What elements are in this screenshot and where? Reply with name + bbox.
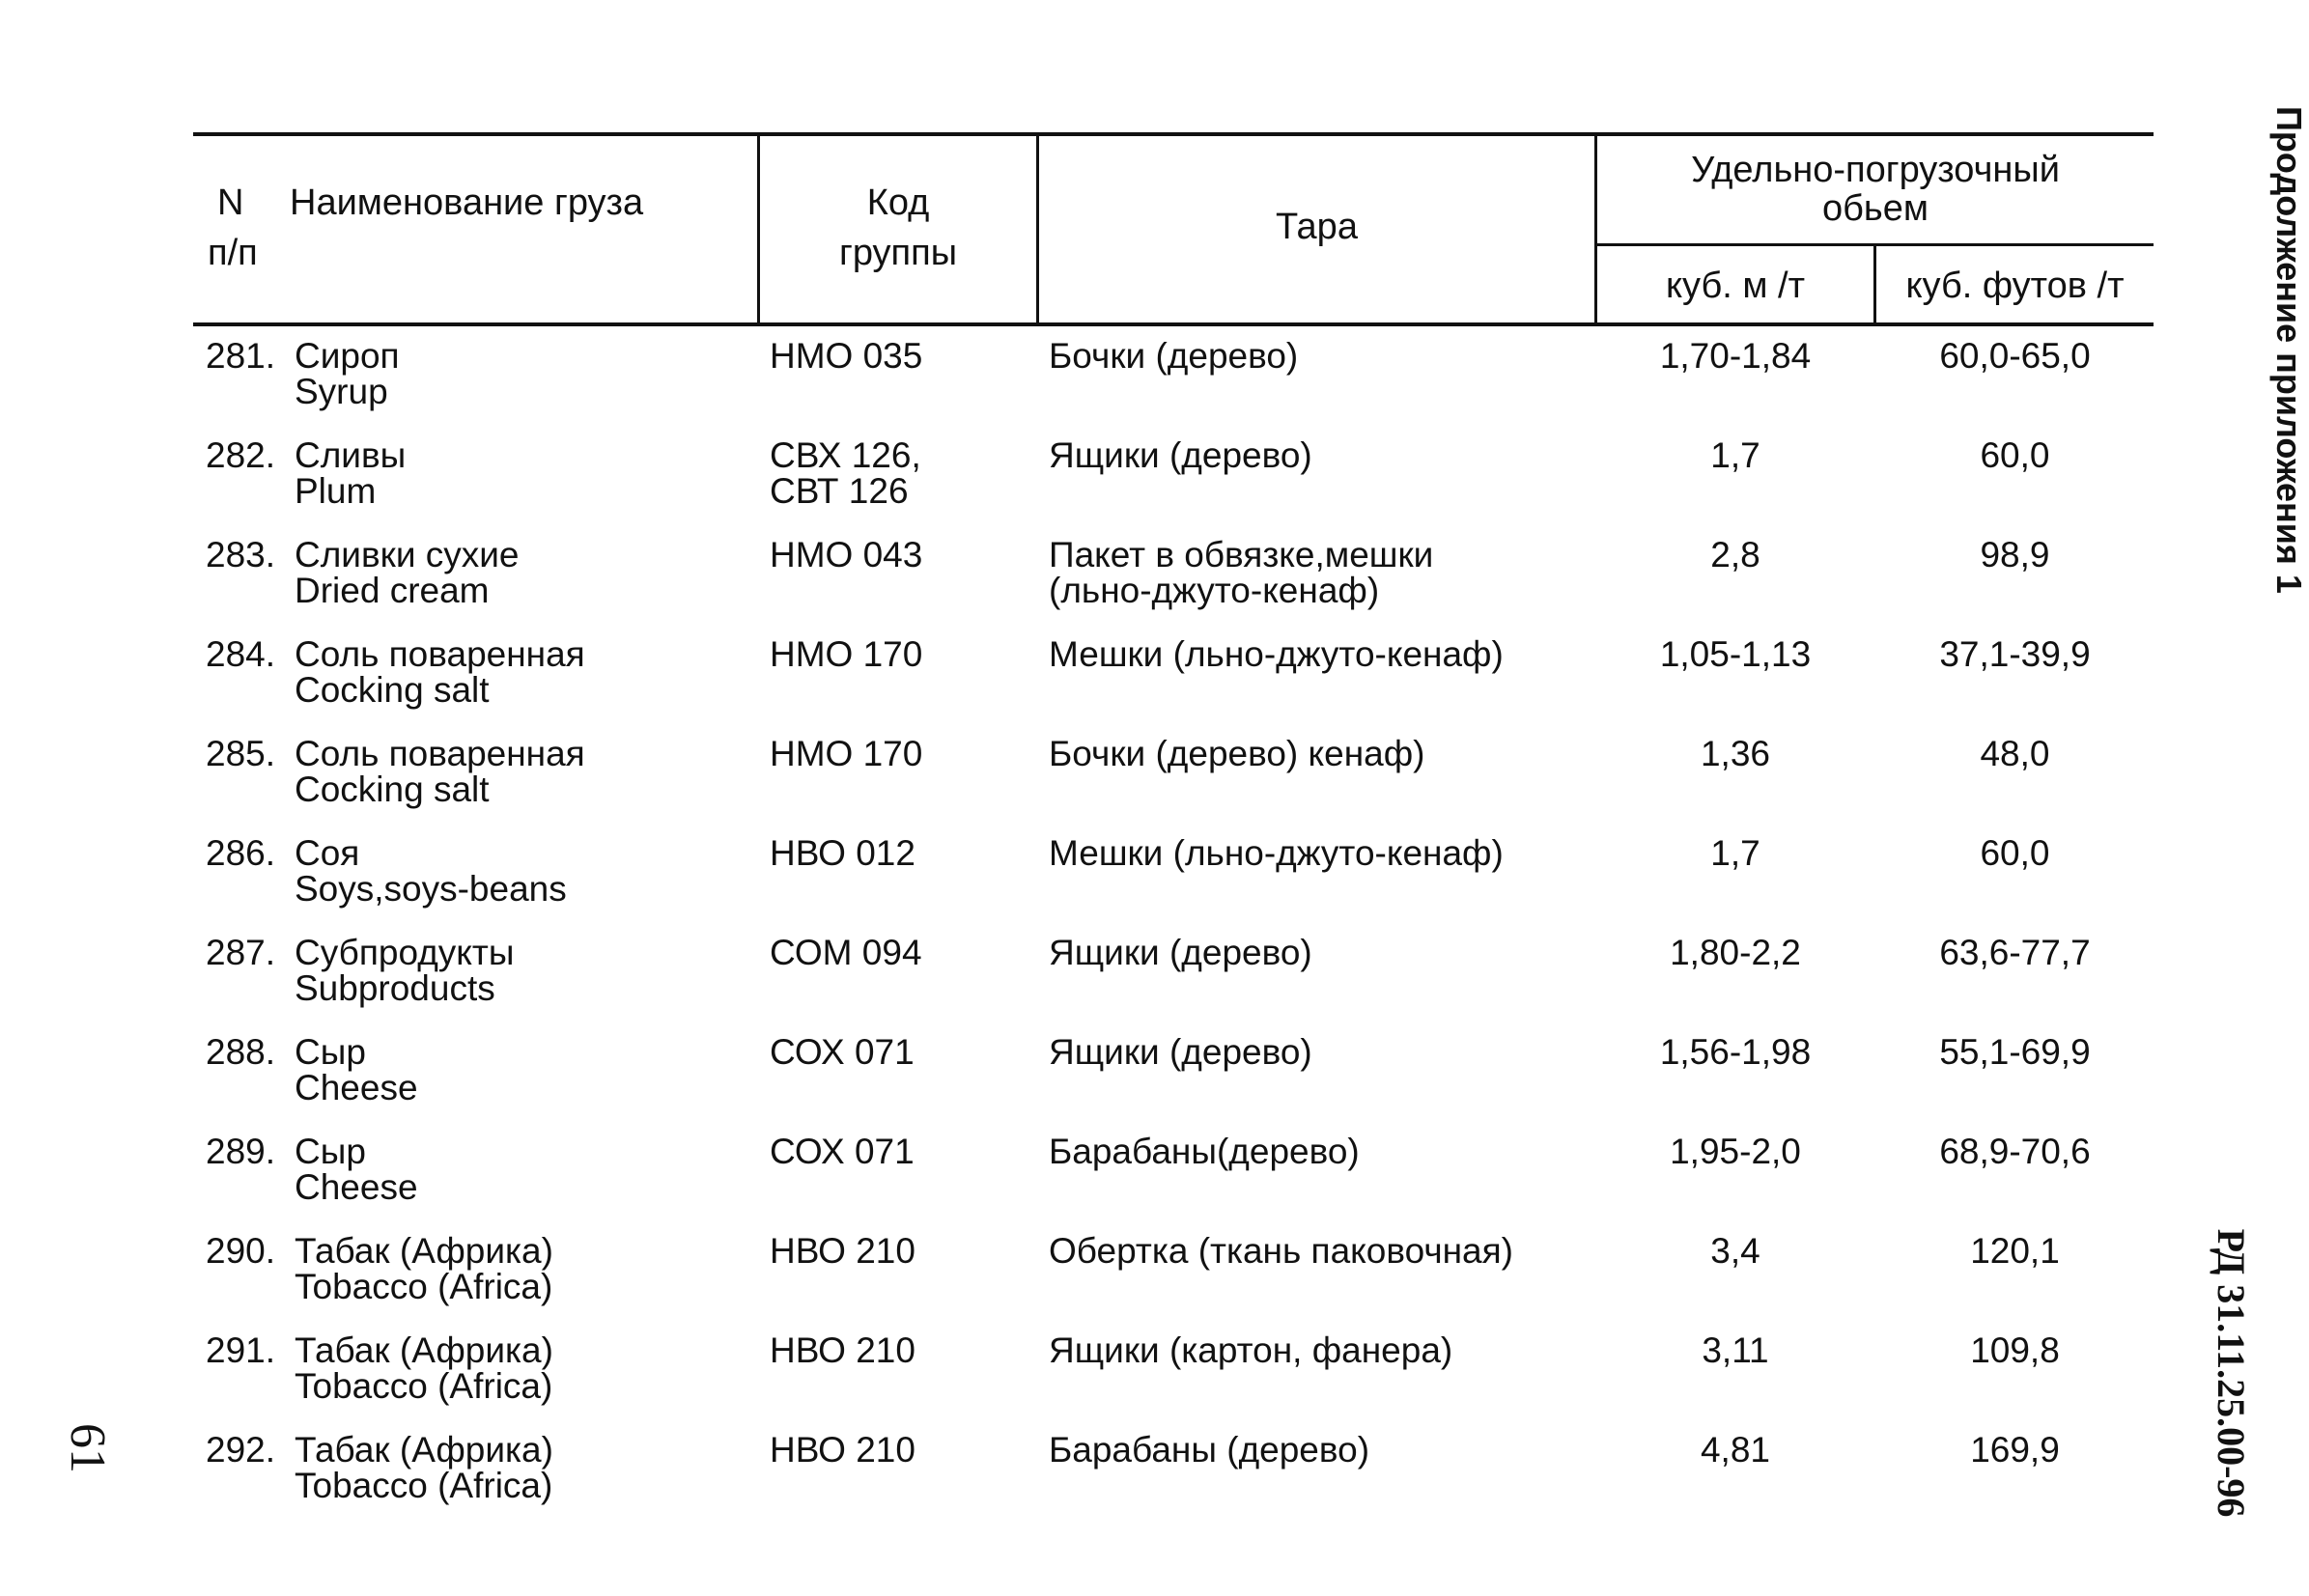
volume-cubic-ft: 68,9-70,6: [1939, 1132, 2091, 1171]
group-code-cont: СВТ 126: [770, 471, 909, 511]
volume-cubic-ft: 98,9: [1980, 535, 2050, 574]
packaging: Барабаны(дерево): [1049, 1132, 1360, 1171]
packaging: Барабаны (дерево): [1049, 1430, 1370, 1470]
volume-cubic-m: 3,4: [1710, 1231, 1760, 1271]
row-number: 292.: [206, 1430, 276, 1470]
row-number: 287.: [206, 933, 276, 972]
table-row: [0, 537, 2280, 636]
side-title: Продолжение приложения 1: [2269, 106, 2309, 594]
volume-cubic-ft: 37,1-39,9: [1939, 634, 2091, 674]
cargo-name-ru: Субпродукты: [295, 933, 515, 972]
header-volume-bottom: обьем: [1822, 188, 1929, 229]
row-number: 284.: [206, 634, 276, 674]
table-row: [0, 1233, 2280, 1332]
row-number: 282.: [206, 435, 276, 475]
cargo-name-en: Plum: [295, 471, 377, 511]
group-code: НМО 035: [770, 336, 923, 376]
packaging-cont: (льно-джуто-кенаф): [1049, 571, 1380, 610]
volume-cubic-m: 1,7: [1710, 435, 1760, 475]
col-divider-name-code: [757, 134, 760, 324]
header-code-bottom: группы: [838, 233, 958, 273]
group-code: НВО 012: [770, 833, 915, 873]
cargo-name-en: Tobacco (Africa): [295, 1267, 553, 1306]
packaging: Ящики (картон, фанера): [1049, 1330, 1453, 1370]
table-row: [0, 1134, 2280, 1233]
cargo-name-ru: Сыр: [295, 1132, 366, 1171]
group-code: НВО 210: [770, 1231, 915, 1271]
table-row: [0, 636, 2280, 736]
group-code: НМО 043: [770, 535, 923, 574]
volume-cubic-m: 2,8: [1710, 535, 1760, 574]
cargo-name-ru: Соя: [295, 833, 360, 873]
cargo-name-en: Subproducts: [295, 968, 495, 1008]
table-row: [0, 736, 2280, 835]
cargo-name-ru: Табак (Африка): [295, 1231, 553, 1271]
row-number: 286.: [206, 833, 276, 873]
cargo-name-ru: Табак (Африка): [295, 1430, 553, 1470]
cargo-name-ru: Сливки сухие: [295, 535, 520, 574]
volume-cubic-ft: 120,1: [1970, 1231, 2060, 1271]
packaging: Ящики (дерево): [1049, 933, 1312, 972]
volume-cubic-m: 1,56-1,98: [1659, 1032, 1812, 1072]
volume-cubic-ft: 60,0: [1980, 833, 2050, 873]
table-top-rule: [193, 132, 2154, 136]
cargo-name-ru: Сливы: [295, 435, 407, 475]
header-bottom-rule: [193, 322, 2154, 326]
volume-cubic-m: 4,81: [1700, 1430, 1770, 1470]
table-row: [0, 1034, 2280, 1134]
group-code: СОХ 071: [770, 1132, 915, 1171]
volume-cubic-ft: 63,6-77,7: [1939, 933, 2091, 972]
cargo-name-ru: Табак (Африка): [295, 1330, 553, 1370]
volume-cubic-m: 1,70-1,84: [1659, 336, 1812, 376]
header-n-pp: п/п: [208, 233, 258, 273]
volume-cubic-m: 1,05-1,13: [1659, 634, 1812, 674]
cargo-name-en: Cocking salt: [295, 670, 490, 710]
table-row: [0, 338, 2280, 437]
cargo-name-ru: Соль поваренная: [295, 634, 585, 674]
packaging: Обертка (ткань паковочная): [1049, 1231, 1513, 1271]
cargo-name-en: Soys,soys-beans: [295, 869, 567, 909]
packaging: Пакет в обвязке,мешки: [1049, 535, 1434, 574]
group-code: НВО 210: [770, 1330, 915, 1370]
volume-cubic-ft: 48,0: [1980, 734, 2050, 773]
cargo-name-en: Tobacco (Africa): [295, 1466, 553, 1505]
header-n: N: [217, 182, 244, 223]
row-number: 285.: [206, 734, 276, 773]
row-number: 290.: [206, 1231, 276, 1271]
volume-cubic-m: 3,11: [1702, 1330, 1769, 1370]
cargo-name-ru: Сыр: [295, 1032, 366, 1072]
group-code: СОХ 071: [770, 1032, 915, 1072]
group-code: СВХ 126,: [770, 435, 921, 475]
table-row: [0, 437, 2280, 537]
header-name: Наименование груза: [290, 182, 644, 223]
page-number: 61: [60, 1423, 115, 1473]
row-number: 281.: [206, 336, 276, 376]
volume-cubic-ft: 109,8: [1970, 1330, 2060, 1370]
header-volume-top: Удельно-погрузочный: [1691, 150, 2060, 190]
packaging: Мешки (льно-джуто-кенаф): [1049, 634, 1504, 674]
cargo-name-ru: Соль поваренная: [295, 734, 585, 773]
header-tara: Тара: [1276, 207, 1358, 247]
header-cubft: куб. футов /т: [1905, 266, 2125, 306]
cargo-name-ru: Сироп: [295, 336, 400, 376]
header-code-top: Код: [866, 182, 930, 223]
group-code: НВО 210: [770, 1430, 915, 1470]
table-row: [0, 835, 2280, 935]
packaging: Бочки (дерево): [1049, 336, 1299, 376]
volume-cubic-ft: 60,0-65,0: [1939, 336, 2091, 376]
cargo-name-en: Tobacco (Africa): [295, 1366, 553, 1406]
header-cubm: куб. м /т: [1665, 266, 1805, 306]
packaging: Мешки (льно-джуто-кенаф): [1049, 833, 1504, 873]
packaging: Ящики (дерево): [1049, 1032, 1312, 1072]
row-number: 289.: [206, 1132, 276, 1171]
volume-cubic-m: 1,80-2,2: [1670, 933, 1801, 972]
cargo-name-en: Cocking salt: [295, 770, 490, 809]
volume-cubic-ft: 60,0: [1980, 435, 2050, 475]
table-row: [0, 1332, 2280, 1432]
cargo-name-en: Dried cream: [295, 571, 490, 610]
volume-cubic-ft: 169,9: [1970, 1430, 2060, 1470]
volume-cubic-m: 1,95-2,0: [1670, 1132, 1801, 1171]
group-code: НМО 170: [770, 734, 923, 773]
packaging: Бочки (дерево) кенаф): [1049, 734, 1425, 773]
cargo-name-en: Syrup: [295, 372, 388, 411]
document-code: РД 31.11.25.00-96: [2210, 1228, 2253, 1518]
group-code: НМО 170: [770, 634, 923, 674]
table-row: [0, 935, 2280, 1034]
cargo-name-en: Cheese: [295, 1167, 418, 1207]
volume-cubic-ft: 55,1-69,9: [1939, 1032, 2091, 1072]
cargo-name-en: Cheese: [295, 1068, 418, 1107]
volume-cubic-m: 1,7: [1710, 833, 1760, 873]
row-number: 291.: [206, 1330, 276, 1370]
packaging: Ящики (дерево): [1049, 435, 1312, 475]
row-number: 283.: [206, 535, 276, 574]
volume-cubic-m: 1,36: [1700, 734, 1770, 773]
row-number: 288.: [206, 1032, 276, 1072]
table-row: [0, 1432, 2280, 1531]
group-code: СОМ 094: [770, 933, 922, 972]
